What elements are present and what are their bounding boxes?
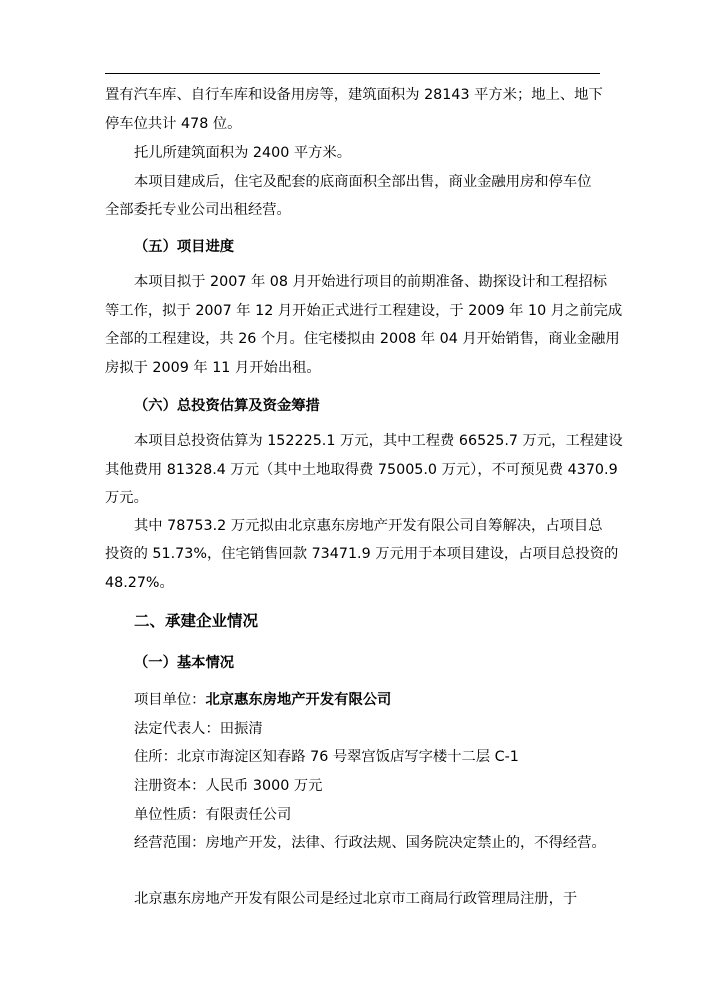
paragraph-line: 本项目拟于 2007 年 08 月开始进行项目的前期准备、勘探设计和工程招标 — [134, 274, 608, 290]
info-value: 人民币 3000 万元 — [205, 778, 323, 794]
section-heading: （一）基本情况 — [134, 655, 235, 671]
info-row-rep — [134, 719, 263, 739]
section-heading: （六）总投资估算及资金筹措 — [134, 398, 320, 414]
paragraph-line: 全部的工程建设，共 26 个月。住宅楼拟由 2008 年 04 月开始销售，商业金融用 — [105, 331, 620, 347]
paragraph-line: 本项目总投资估算为 152225.1 万元，其中工程费 66525.7 万元，工程建设 — [134, 433, 623, 449]
info-label: 项目单位： — [134, 692, 206, 708]
paragraph-line: 其中 78753.2 万元拟由北京惠东房地产开发有限公司自筹解决，占项目总 — [134, 518, 603, 534]
info-row-nature — [134, 805, 291, 825]
info-label: 法定代表人： — [134, 721, 220, 737]
paragraph-line: 其他费用 81328.4 万元（其中土地取得费 75005.0 万元），不可预见费 4370.9 — [105, 462, 618, 478]
paragraph-line: 托儿所建筑面积为 2400 平方米。 — [134, 145, 352, 161]
info-row-scope — [134, 833, 606, 853]
info-row-capital — [134, 776, 322, 796]
info-label: 单位性质： — [134, 807, 206, 823]
paragraph-line: 北京惠东房地产开发有限公司是经过北京市工商局行政管理局注册，于 — [134, 891, 578, 907]
section-heading: （五）项目进度 — [134, 239, 235, 255]
paragraph-line: 停车位共计 478 位。 — [105, 116, 242, 132]
paragraph-line: 万元。 — [105, 490, 148, 506]
paragraph-line: 全部委托专业公司出租经营。 — [105, 202, 291, 218]
paragraph-line: 48.27%。 — [105, 575, 174, 591]
paragraph-line: 本项目建成后，住宅及配套的底商面积全部出售，商业金融用房和停车位 — [134, 174, 592, 190]
info-label: 住所： — [134, 749, 177, 765]
chapter-heading: 二、承建企业情况 — [134, 612, 259, 630]
paragraph-line: 等工作，拟于 2007 年 12 月开始正式进行工程建设，于 2009 年 10 月之前完成 — [105, 303, 623, 319]
info-label: 经营范围： — [134, 835, 206, 851]
info-value: 房地产开发，法律、行政法规、国务院决定禁止的，不得经营。 — [205, 835, 606, 851]
paragraph-line: 房拟于 2009 年 11 月开始出租。 — [105, 360, 321, 376]
info-row-unit — [134, 690, 391, 710]
info-value: 田振清 — [219, 721, 263, 737]
info-label: 注册资本： — [134, 778, 206, 794]
info-value: 有限责任公司 — [205, 807, 292, 823]
header-rule — [105, 73, 600, 74]
paragraph-line: 投资的 51.73%，住宅销售回款 73471.9 万元用于本项目建设，占项目总投资的 — [105, 546, 619, 562]
info-value: 北京惠东房地产开发有限公司 — [205, 692, 392, 708]
info-row-address — [134, 747, 519, 767]
info-value: 北京市海淀区知春路 76 号翠宫饭店写字楼十二层 C-1 — [176, 749, 519, 765]
paragraph-line: 置有汽车库、自行车库和设备用房等，建筑面积为 28143 平方米；地上、地下 — [105, 87, 603, 103]
